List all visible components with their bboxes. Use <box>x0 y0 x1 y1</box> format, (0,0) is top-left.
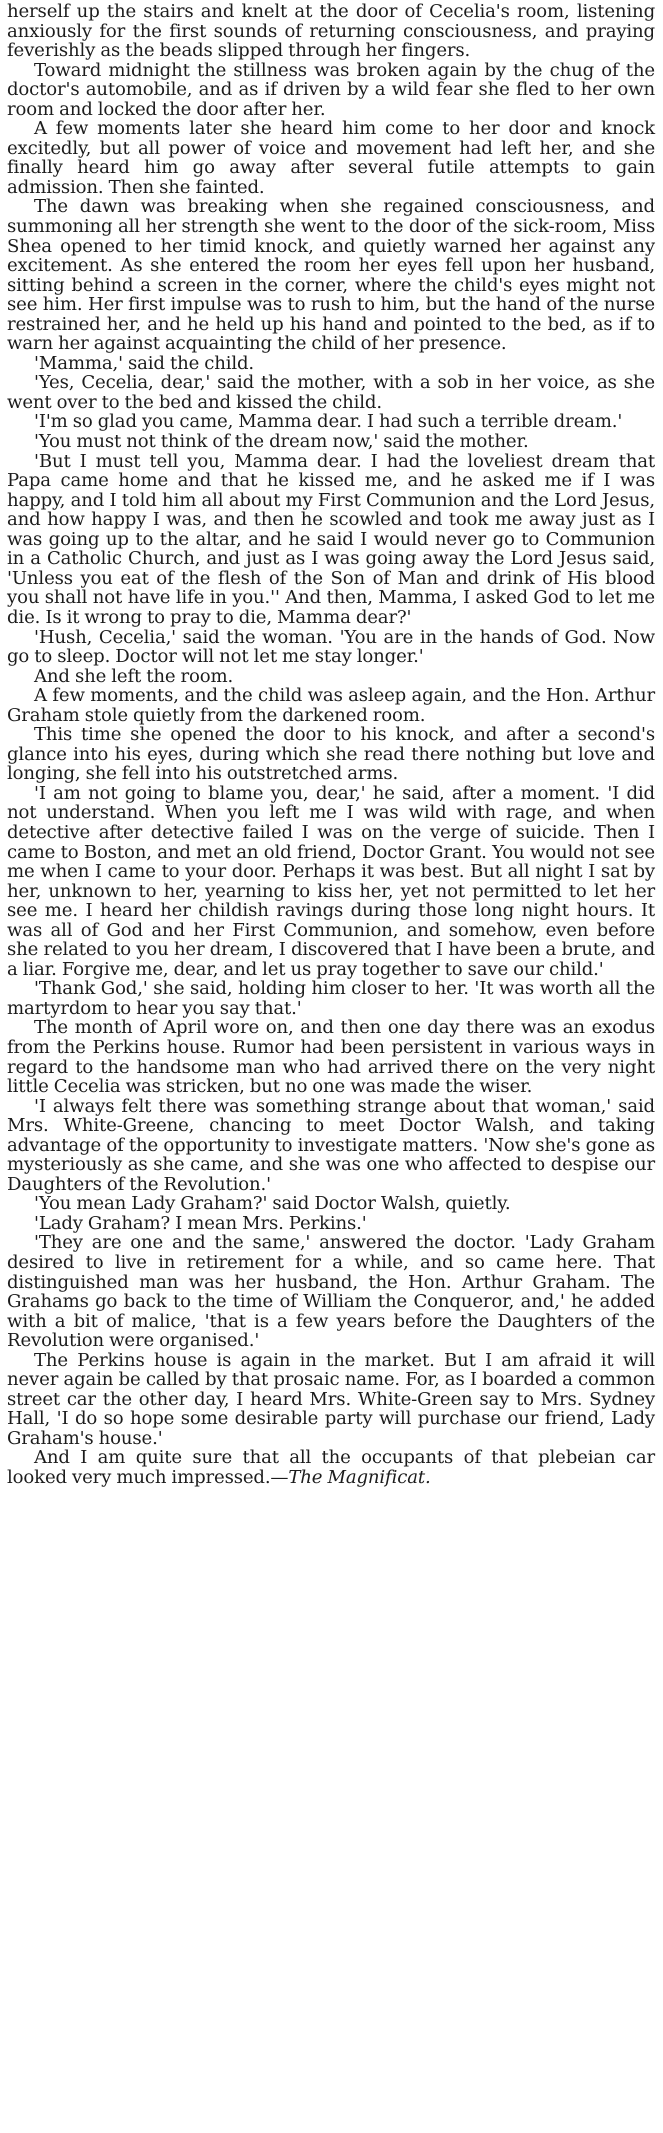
paragraph: Toward midnight the stillness was broken again by the chug of the doctor's automobile, and as if driven by a wild fear she fled to her own room and locked the door after her. <box>7 59 655 120</box>
paragraph: The dawn was breaking when she regained consciousness, and summoning all her strength she went to the door of the sick-room, Miss Shea opened to her timid knock, and quietly warned her against any excitement. As she entered the room her eyes fell upon her husband, sitting behind a screen in the corner, where the child's eyes might not see him. Her first impulse was to rush to him, but the hand of the nurse restrained her, and he held up his hand and pointed to the bed, as if to warn her against acquainting the child of her presence. <box>7 196 655 355</box>
paragraph: herself up the stairs and knelt at the door of Cecelia's room, listening anxiously for the first sounds of returning consciousness, and praying feverishly as the beads slipped through her fingers. <box>7 1 655 62</box>
paragraph: 'I'm so glad you came, Mamma dear. I had such a terrible dream.' <box>34 411 623 433</box>
paragraph: 'Lady Graham? I mean Mrs. Perkins.' <box>34 1212 367 1234</box>
paragraph: 'You mean Lady Graham?' said Doctor Walsh, quietly. <box>34 1193 511 1215</box>
source-attribution: The Magnificat. <box>288 1467 431 1489</box>
paragraph: A few moments later she heard him come to her door and knock excitedly, but all power of voice and movement had left her, and she finally heard him go away after several futile attempts to gain admission. Then she fainted. <box>7 118 655 198</box>
article-body <box>7 2 655 1488</box>
paragraph: 'Thank God,' she said, holding him closer to her. 'It was worth all the martyrdom to hear you say that.' <box>7 978 655 1019</box>
paragraph: 'You must not think of the dream now,' said the mother. <box>34 431 529 453</box>
closing-paragraph <box>7 1448 655 1487</box>
paragraph: The month of April wore on, and then one day there was an exodus from the Perkins house. Rumor had been persistent in various ways in regard to the handsome man who had arrived there on the very night little Cecelia was stricken, but no one was made the wiser. <box>7 1017 655 1098</box>
paragraph: 'Mamma,' said the child. <box>34 352 255 374</box>
paragraph: And she left the room. <box>34 665 234 687</box>
paragraph: 'Yes, Cecelia, dear,' said the mother, with a sob in her voice, as she went over to the bed and kissed the child. <box>7 372 655 413</box>
paragraph: A few moments, and the child was asleep again, and the Hon. Arthur Graham stole quietly from the darkened room. <box>7 685 655 726</box>
closing-text: And I am quite sure that all the occupants of that plebeian car looked very much impressed.— <box>7 1447 655 1489</box>
paragraph: 'They are one and the same,' answered the doctor. 'Lady Graham desired to live in retirement for a while, and so came here. That distinguished man was her husband, the Hon. Arthur Graham. The Grahams go back to the time of William the Conqueror, and,' he added with a bit of malice, 'that is a few years before the Daughters of the Revolution were organised.' <box>7 1232 655 1352</box>
paragraph: The Perkins house is again in the market. But I am afraid it will never again be called by that prosaic name. For, as I boarded a common street car the other day, I heard Mrs. White-Green say to Mrs. Sydney Hall, 'I do so hope some desirable party will purchase our friend, Lady Graham's house.' <box>7 1349 655 1449</box>
paragraph: This time she opened the door to his knock, and after a second's glance into his eyes, during which she read there nothing but love and longing, she fell into his outstretched arms. <box>7 724 655 785</box>
paragraph: 'I am not going to blame you, dear,' he said, after a moment. 'I did not understand. When you left me I was wild with rage, and when detective after detective failed I was on the verge of suicide. Then I came to Boston, and met an old friend, Doctor Grant. You would not see me when I came to your door. Perhaps it was best. But all night I sat by her, unknown to her, yearning to kiss her, yet not permitted to let her see me. I heard her childish ravings during those long night hours. It was all of God and her First Communion, and somehow, even before she related to you her dream, I discovered that I have been a brute, and a liar. Forgive me, dear, and let us pray together to save our child.' <box>7 782 655 980</box>
paragraph: 'I always felt there was something strange about that woman,' said Mrs. White-Greene, chancing to meet Doctor Walsh, and taking advantage of the opportunity to investigate matters. 'Now she's gone as mysteriously as she came, and she was one who affected to despise our Daughters of the Revolution.' <box>7 1095 655 1195</box>
paragraph: 'But I must tell you, Mamma dear. I had the loveliest dream that Papa came home and that he kissed me, and he asked me if I was happy, and I told him all about my First Communion and the Lord Jesus, and how happy I was, and then he scowled and took me away just as I was going up to the altar, and he said I would never go to Communion in a Catholic Church, and just as I was going away the Lord Jesus said, 'Unless you eat of the flesh of the Son of Man and drink of His blood you shall not have life in you.'' And then, Mamma, I asked God to let me die. Is it wrong to pray to die, Mamma dear?' <box>7 450 655 628</box>
paragraph: 'Hush, Cecelia,' said the woman. 'You are in the hands of God. Now go to sleep. Doctor will not let me stay longer.' <box>7 626 655 668</box>
